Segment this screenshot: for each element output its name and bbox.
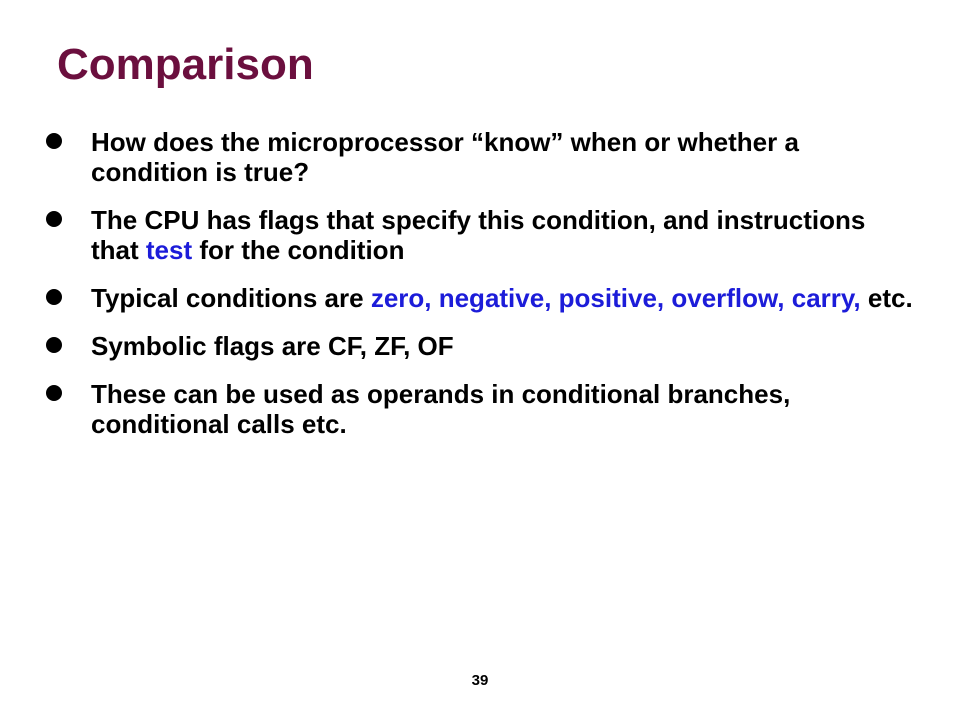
bullet-item-cpu-flags (40, 205, 920, 265)
bullet-dot-icon (46, 385, 62, 401)
bullet-text: Symbolic flags are CF, ZF, OF (91, 331, 454, 361)
bullet-dot-icon (46, 337, 62, 353)
bullet-dot-icon (46, 211, 62, 227)
bullet-text: The CPU has flags that specify this condition, and instructions that (91, 205, 866, 265)
bullet-item-symbolic-flags (40, 331, 920, 361)
highlighted-term: test (145, 235, 193, 265)
bullet-dot-icon (46, 133, 62, 149)
highlighted-term: zero, negative, positive, overflow, carry, (370, 283, 861, 313)
bullet-item-operands (40, 379, 920, 439)
bullet-text: Typical conditions are (91, 283, 371, 313)
bullet-text: etc. (860, 283, 913, 313)
bullet-text: How does the microprocessor “know” when or whether a condition is true? (91, 127, 799, 187)
bullet-dot-icon (46, 289, 62, 305)
bullet-text: for the condition (192, 235, 405, 265)
slide-title: Comparison (57, 40, 314, 89)
bullet-item-knowing-condition (40, 127, 920, 187)
bullet-list (40, 127, 920, 457)
bullet-text: These can be used as operands in conditional branches, conditional calls etc. (91, 379, 791, 439)
page-number: 39 (471, 672, 489, 689)
bullet-item-typical-conditions (40, 283, 920, 313)
